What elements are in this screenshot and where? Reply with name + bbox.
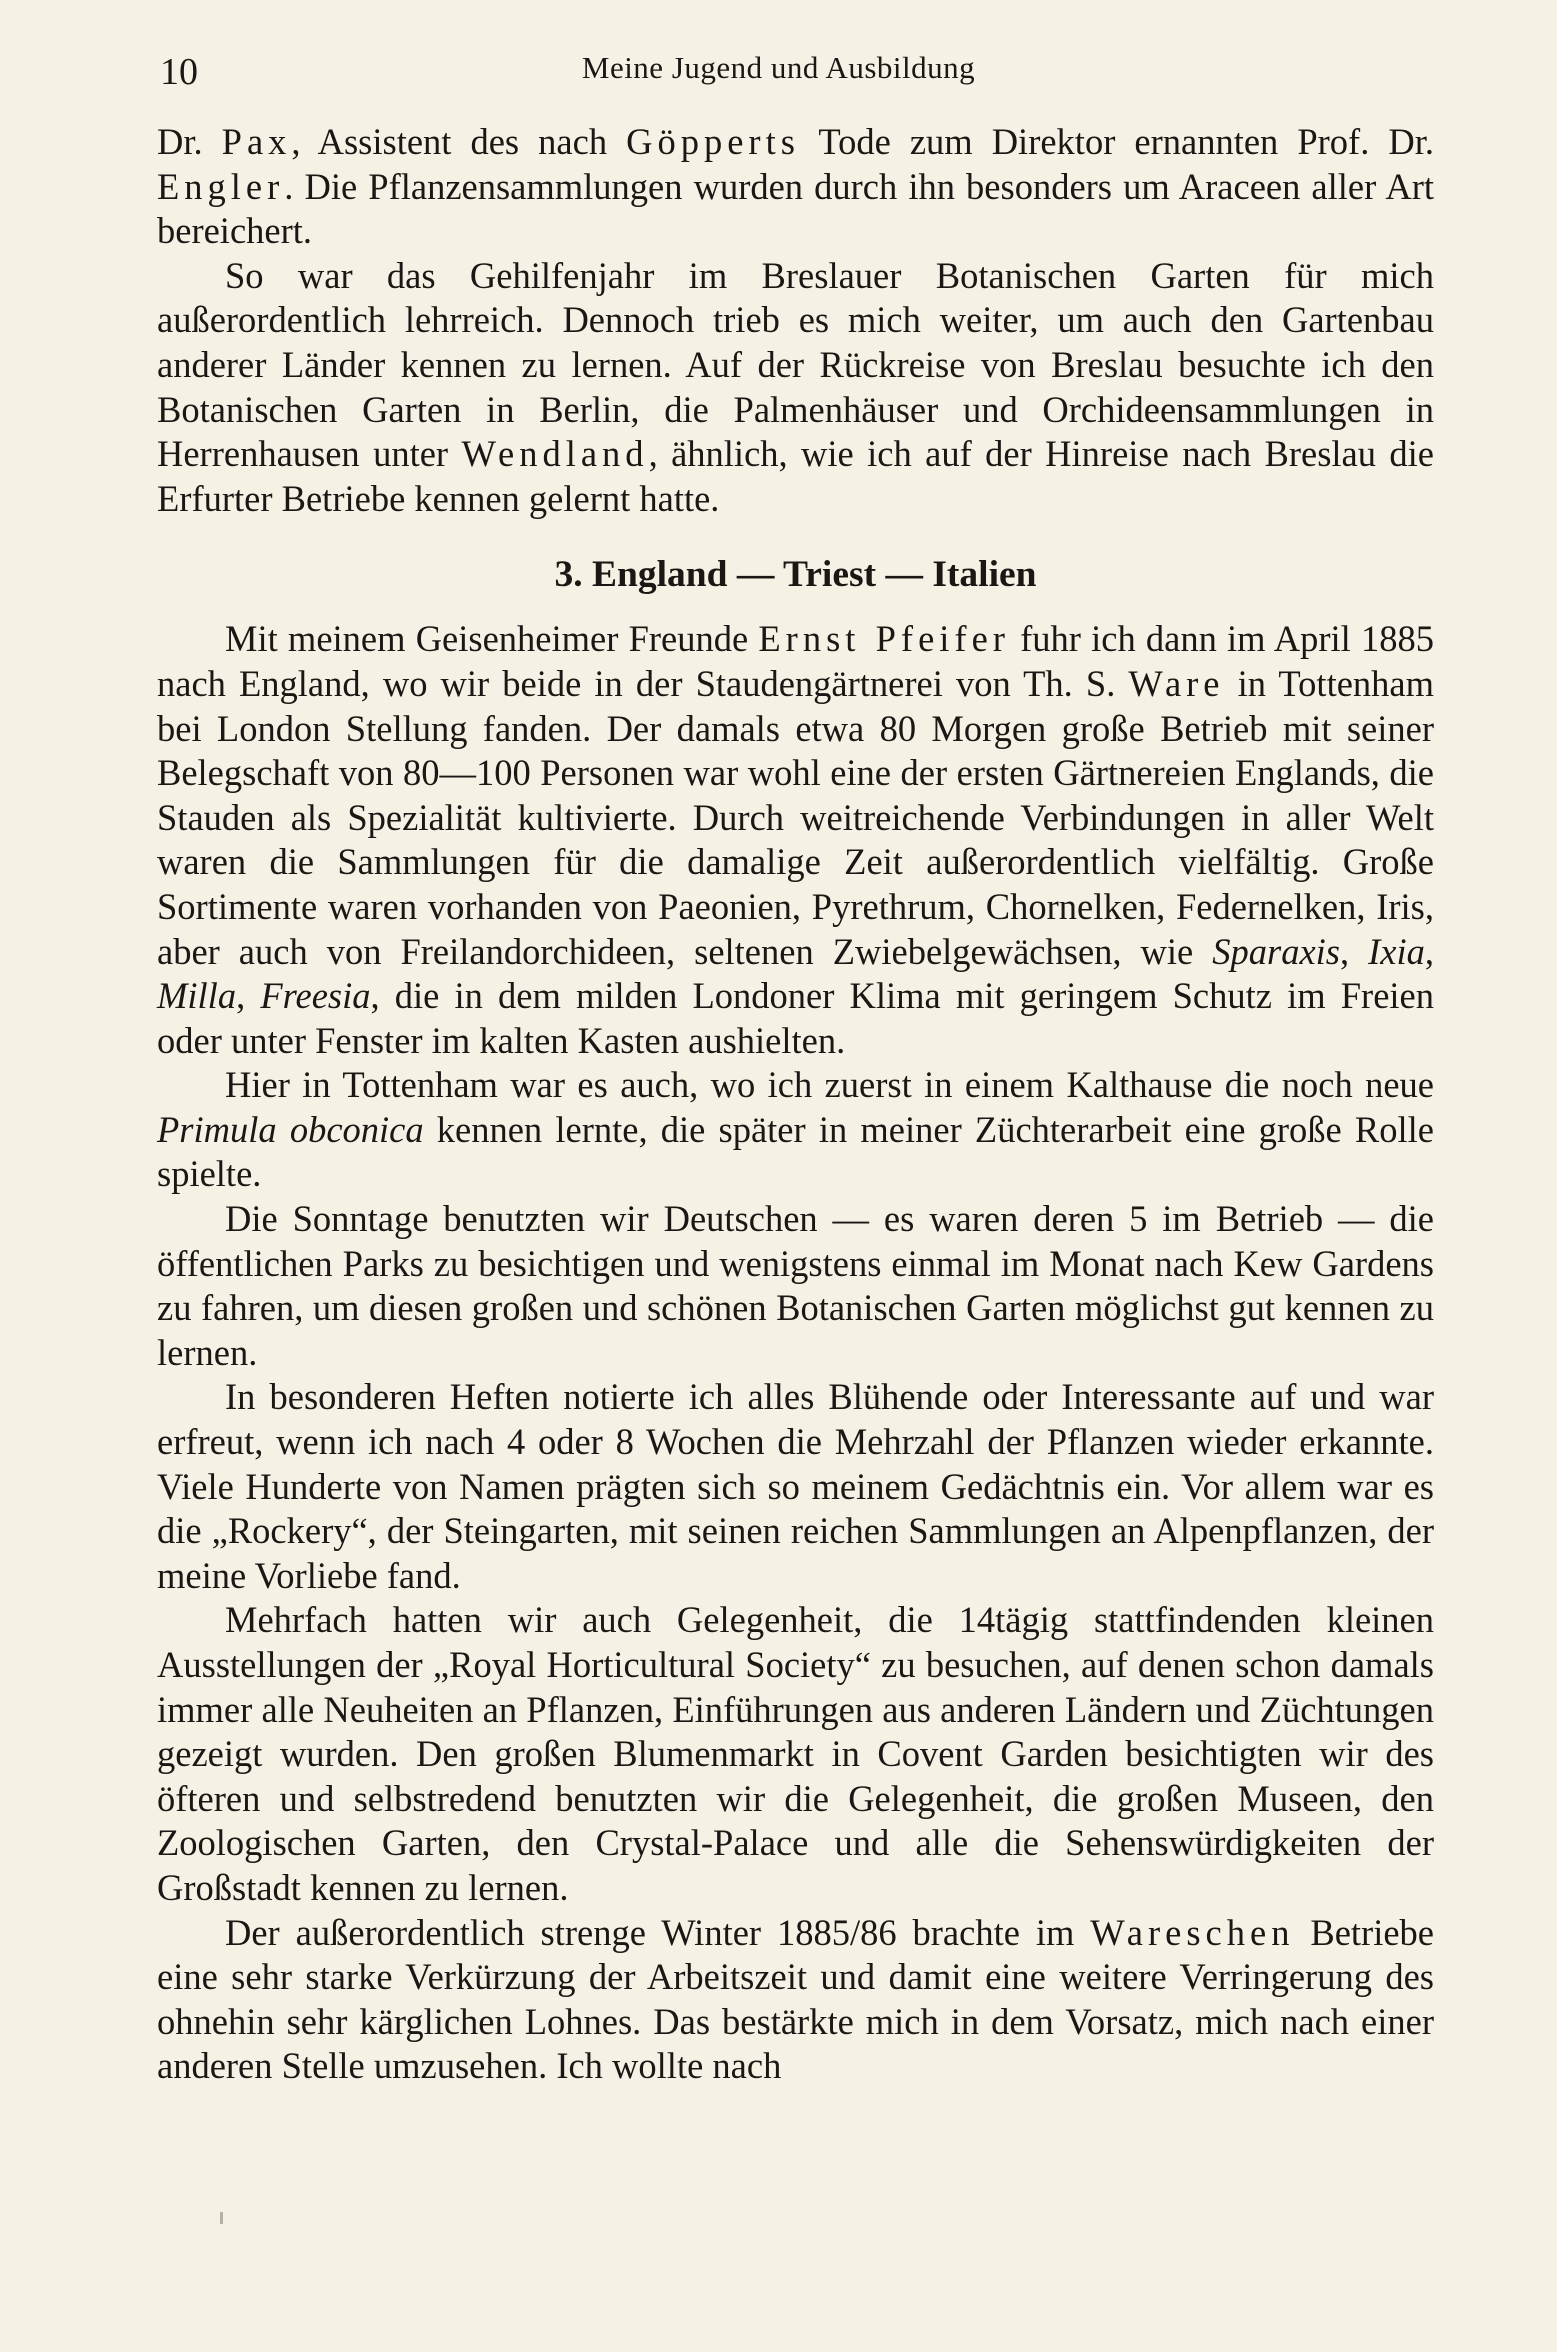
page-number: 10	[160, 51, 198, 93]
paragraph	[157, 1063, 1434, 1197]
spaced-name: Ware	[1128, 662, 1225, 704]
text-run: Mit meinem Geisenheimer Freunde	[225, 618, 759, 660]
text-run: kennen lernte, die später in meiner Züchterarbeit eine große Rolle spielte.	[157, 1108, 1434, 1195]
italic-term: Freesia	[260, 975, 371, 1017]
body-text	[157, 120, 1434, 2089]
paragraph: Die Sonntage benutzten wir Deutschen — es waren deren 5 im Betrieb — die öffentlichen Parks zu besichtigen und wenigstens einmal im Monat nach Kew Gardens zu fahren, um diesen großen und schönen Botanischen Garten möglichst gut kennen zu lernen.	[157, 1198, 1434, 1373]
spaced-name: Pax	[221, 121, 292, 162]
text-run: Betriebe eine sehr starke Verkürzung der Arbeitszeit und damit eine weitere Verringerung des ohnehin sehr kärglichen Lohnes. Das bestärkte mich in dem Vorsatz, mich nach einer anderen Stelle umzusehen. Ich wollte nach	[157, 1911, 1435, 2087]
spaced-name: Wareschen	[1090, 1911, 1295, 1953]
text-run: in Tottenham bei London Stellung fanden. Der damals etwa 80 Morgen große Betrieb mit seiner Belegschaft von 80—100 Personen war wohl eine der ersten Gärtnereien Englands, die Stauden als Spezialität kultivierte. Durch weitreichende Verbindungen in aller Welt waren die Sammlungen für die damalige Zeit außerordentlich vielfältig. Große Sortimente waren vorhanden von Paeonien, Pyrethrum, Chornelken, Federnelken, Iris, aber auch von Freilandorchideen, seltenen Zwiebelgewächsen, wie	[157, 662, 1434, 972]
text-run: Der außerordentlich strenge Winter 1885/86 brachte im	[225, 1911, 1091, 1953]
italic-term: Primula obconica	[157, 1108, 424, 1150]
paragraph	[157, 254, 1434, 522]
italic-term: Sparaxis	[1212, 930, 1340, 972]
italic-term: Milla	[157, 975, 237, 1017]
text-run: ,	[1340, 930, 1369, 972]
section-heading: 3. England — Triest — Italien	[554, 554, 1037, 596]
page-header	[0, 42, 1557, 102]
text-run: , die in dem milden Londoner Klima mit geringem Schutz im Freien oder unter Fenster im kalten Kasten aushielten.	[157, 975, 1435, 1061]
text-run: So war das Gehilfenjahr im Breslauer Botanischen Garten für mich außerordentlich lehrreich. Dennoch trieb es mich weiter, um auch den Gartenbau anderer Länder kennen zu lernen. Auf der Rückreise von Breslau besuchte ich den Botanischen Garten in Berlin, die Palmenhäuser und Orchideensammlungen in Herrenhausen unter	[157, 254, 1434, 475]
paragraph	[157, 617, 1434, 1063]
paragraph	[157, 120, 1434, 254]
italic-term: Ixia	[1368, 930, 1425, 972]
paragraph: In besonderen Heften notierte ich alles Blühende oder Interessante auf und war erfreut, wenn ich nach 4 oder 8 Wochen die Mehrzahl der Pflanzen wieder erkannte. Viele Hunderte von Namen prägten sich so meinem Gedächtnis ein. Vor allem war es die „Rockery“, der Steingarten, mit seinen reichen Sammlungen an Alpenpflanzen, der meine Vorliebe fand.	[157, 1376, 1434, 1596]
text-run: Dr.	[157, 121, 222, 162]
print-mark	[220, 2212, 223, 2224]
paragraph: Mehrfach hatten wir auch Gelegenheit, die 14tägig stattfindenden kleinen Ausstellungen der „Royal Horticultural Society“ zu besuchen, auf denen schon damals immer alle Neuheiten an Pflanzen, Einführungen aus anderen Ländern und Züchtungen gezeigt wurden. Den großen Blumenmarkt in Covent Garden besichtigten wir des öfteren und selbstredend benutzten wir die Gelegenheit, die großen Museen, den Zoologischen Garten, den Crystal-Palace und alle die Sehenswürdigkeiten der Großstadt kennen zu lernen.	[157, 1599, 1434, 1908]
text-run: Tode zum Direktor ernannten Prof. Dr.	[799, 121, 1434, 162]
text-run: fuhr ich dann im April 1885 nach England, wo wir beide in der Staudengärtnerei von Th. S.	[157, 618, 1434, 704]
text-run: ,	[236, 975, 261, 1017]
text-run: , Assistent des nach	[291, 121, 627, 162]
spaced-name: Göpperts	[626, 121, 800, 162]
text-run: ,	[1424, 930, 1435, 972]
spaced-name: Ernst Pfeifer	[758, 618, 1010, 660]
text-run: Hier in Tottenham war es auch, wo ich zuerst in einem Kalthause die noch neue	[225, 1064, 1434, 1106]
spaced-name: Engler	[157, 165, 285, 207]
text-run: , ähnlich, wie ich auf der Hinreise nach Breslau die Erfurter Betriebe kennen gelernt hatte.	[157, 433, 1435, 519]
paragraph	[157, 1911, 1434, 2089]
spaced-name: Wendland	[461, 433, 649, 475]
running-head: Meine Jugend und Ausbildung	[581, 50, 976, 85]
text-run: . Die Pflanzensammlungen wurden durch ihn besonders um Araceen aller Art bereichert.	[157, 165, 1434, 252]
